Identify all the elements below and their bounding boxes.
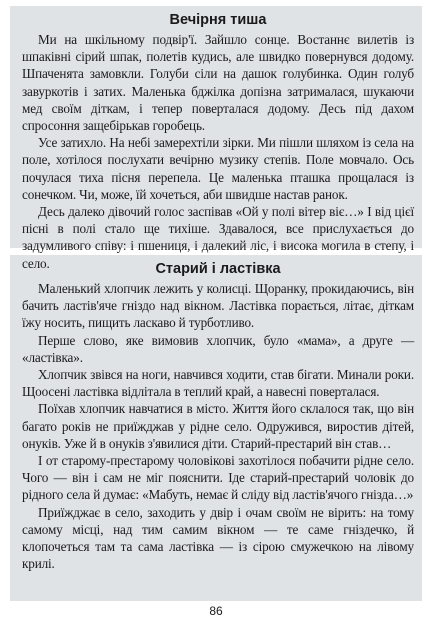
story-paragraph: Хлопчик звівся на ноги, навчився ходити, став бігати. Минали роки. Щоосені ластівка відлітала в теплий край, а навесні поверталася. <box>22 367 414 400</box>
story-paragraph: Десь далеко дівочий голос заспівав «Ой у полі вітер віє…» І від цієї пісні в полі стало ще тихіше. Здавалося, все прислухається до задумливого співу: і пшениця, і далекий ліс, і висока могила в степу, і село. <box>22 204 414 271</box>
story-paragraph: І от старому-престарому чоловікові захотілося побачити рідне село. Чого — він і сам не міг пояснити. Іде старий-престарий чоловік до рідного села й думає: «Мабуть, немає й сліду від ластів'ячого гнізда…» <box>22 453 414 503</box>
story-title: Старий і ластівка <box>155 261 281 277</box>
story-paragraph: Маленький хлопчик лежить у колисці. Щоранку, прокидаючись, він бачить ластів'яче гніздо над вікном. Ластівка порається, літає, діткам їжу носить, пищить ласкаво й турботливо. <box>22 281 414 331</box>
story-paragraph: Ми на шкільному подвір'ї. Зайшло сонце. Востаннє вилетів із шпаківні сірий шпак, полетів кудись, але швидко повернувся додому. Шпаченята замовкли. Голуби сіли на дашок голубинка. Один голуб завуркотів і затих. Маленька бджілка допізна затрималася, шукаючи мед своїм діткам, і тепер поверталася додому. Десь під дахом спросоння защебірькав горобець. <box>22 32 414 134</box>
story-title: Вечірня тиша <box>169 12 267 28</box>
story-old-man-and-swallow <box>10 255 422 601</box>
page-number: 86 <box>209 604 223 618</box>
story-paragraph: Приїжджає в село, заходить у двір і очам своїм не вірить: на тому самому місці, над тим самим вікном — те саме гніздечко, й клопочеться там та сама ластівка — із сірою смужечкою на лівому крилі. <box>22 504 414 572</box>
story-paragraph: Перше слово, яке вимовив хлопчик, було «мама», а друге — «ластівка». <box>22 332 414 365</box>
story-paragraph: Усе затихло. На небі замерехтіли зірки. Ми пішли шляхом із села на поле, хотілося послухати вечірню музику степів. Поле мовчало. Ось почулася тиха пісня перепела. Це маленька пташка прощалася із сонечком. Чи, може, їй хочеться, аби швидше настав ранок. <box>22 135 414 202</box>
story-paragraph: Поїхав хлопчик навчатися в місто. Життя його склалося так, що він багато років не приїжджав у рідне село. Одружився, виростив дітей, онуків. Уже й в онуків з'явилися діти. Старий-престарий він став… <box>22 401 414 451</box>
